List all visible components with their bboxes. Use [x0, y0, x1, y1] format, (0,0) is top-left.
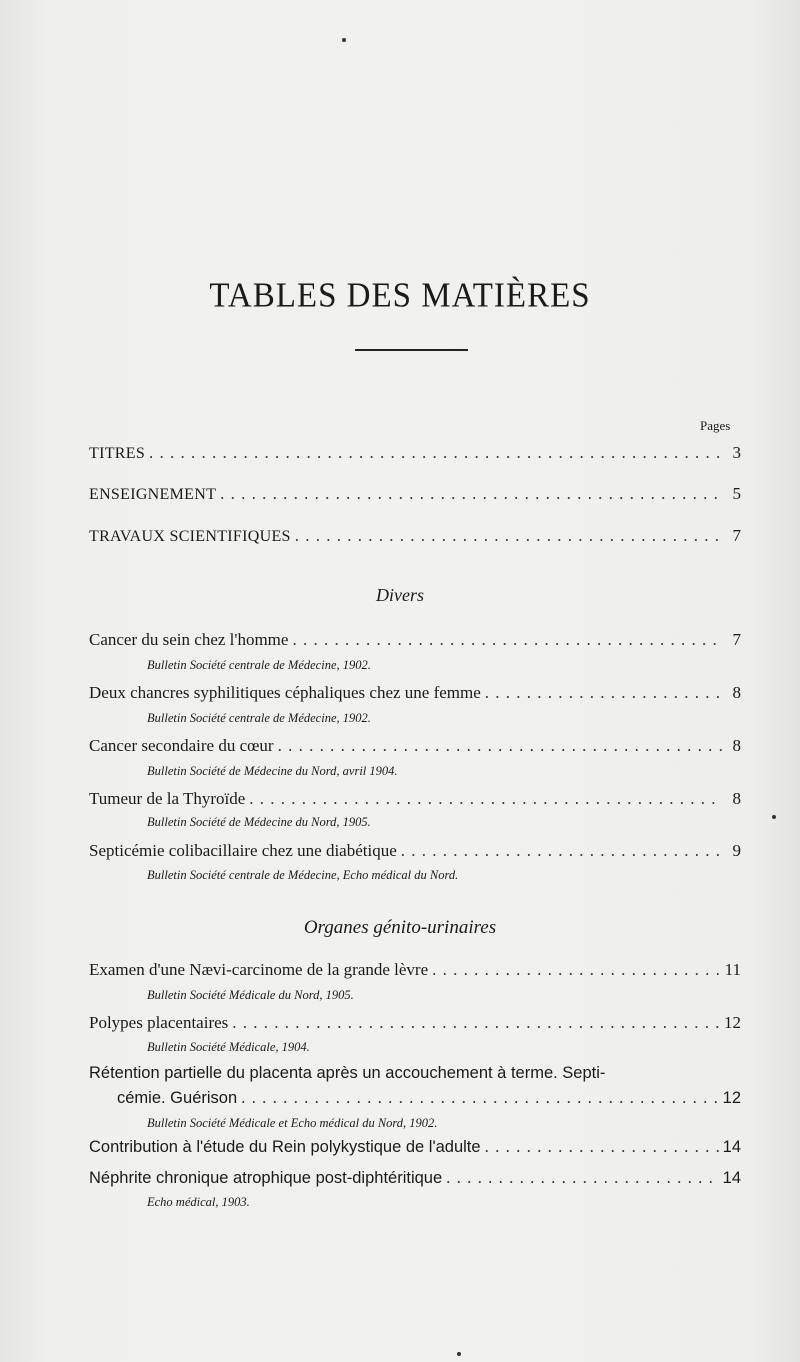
- leader-dots: [149, 443, 723, 463]
- toc-entry: [89, 1137, 741, 1163]
- toc-entry-label: Deux chancres syphilitiques céphaliques chez une femme: [89, 683, 481, 702]
- title-rule: [355, 349, 468, 351]
- toc-entry-page: 8: [732, 789, 741, 808]
- toc-entry-source: Bulletin Société centrale de Médecine, Echo médical du Nord.: [147, 868, 459, 882]
- toc-entry-page: 7: [732, 630, 741, 649]
- leader-dots: [401, 841, 723, 861]
- leader-dots: [432, 960, 720, 980]
- toc-entry: [89, 960, 741, 986]
- toc-entry-page: 14: [722, 1138, 741, 1156]
- toc-entry-source: Bulletin Société centrale de Médecine, 1902.: [147, 711, 371, 725]
- toc-entry-page: 3: [732, 443, 741, 462]
- toc-entry-source: Bulletin Société de Médecine du Nord, avril 1904.: [147, 764, 398, 778]
- toc-entry-label: TRAVAUX SCIENTIFIQUES: [89, 528, 291, 545]
- section-heading-organes: Organes génito-urinaires: [303, 917, 497, 938]
- toc-entry-page: 14: [722, 1169, 741, 1187]
- leader-dots: [485, 1137, 719, 1157]
- toc-entry-label-line1: Rétention partielle du placenta après un accouchement à terme. Septi-: [89, 1064, 606, 1082]
- toc-entry-page: 9: [732, 841, 741, 860]
- leader-dots: [485, 683, 723, 703]
- toc-entry-travaux: [89, 526, 741, 552]
- toc-entry-page: 11: [724, 960, 741, 979]
- toc-entry-page: 5: [732, 484, 741, 503]
- toc-entry-page: 12: [724, 1013, 741, 1032]
- leader-dots: [446, 1168, 718, 1188]
- toc-entry-label: Contribution à l'étude du Rein polykystique de l'adulte: [89, 1138, 481, 1156]
- toc-entry-label: Cancer du sein chez l'homme: [89, 630, 289, 649]
- toc-entry-source: Bulletin Société centrale de Médecine, 1902.: [147, 658, 371, 672]
- toc-entry-label: Polypes placentaires: [89, 1013, 229, 1032]
- toc-entry-page: 7: [732, 526, 741, 545]
- toc-entry-label: cémie. Guérison: [117, 1089, 238, 1107]
- toc-entry-titres: [89, 443, 741, 469]
- toc-entry-source: Echo médical, 1903.: [147, 1195, 250, 1209]
- leader-dots: [241, 1088, 719, 1108]
- scan-speck: [342, 38, 346, 42]
- toc-entry-page: 8: [732, 683, 741, 702]
- toc-entry-enseignement: [89, 484, 741, 510]
- toc-entry-label: Septicémie colibacillaire chez une diabétique: [89, 841, 397, 860]
- toc-entry: [89, 683, 741, 709]
- toc-entry-page: 12: [722, 1089, 741, 1107]
- scan-speck: [457, 1352, 461, 1356]
- toc-entry: [89, 841, 741, 867]
- toc-entry-source: Bulletin Société Médicale du Nord, 1905.: [147, 988, 354, 1002]
- toc-entry: [89, 736, 741, 762]
- toc-entry: [89, 1013, 741, 1039]
- toc-entry-label: Examen d'une Nævi-carcinome de la grande lèvre: [89, 960, 429, 979]
- pages-column-label: Pages: [700, 418, 731, 433]
- leader-dots: [292, 630, 723, 650]
- toc-entry-label: ENSEIGNEMENT: [89, 486, 217, 503]
- page-title: TABLES DES MATIÈRES: [209, 277, 591, 315]
- toc-entry: [89, 630, 741, 656]
- leader-dots: [232, 1013, 720, 1033]
- toc-entry: [89, 1168, 741, 1194]
- toc-entry-source: Bulletin Société Médicale, 1904.: [147, 1040, 310, 1054]
- leader-dots: [249, 789, 723, 809]
- leader-dots: [220, 484, 723, 504]
- toc-entry-label: TITRES: [89, 445, 146, 462]
- toc-entry: [89, 789, 741, 815]
- toc-entry-label: Tumeur de la Thyroïde: [89, 789, 246, 808]
- toc-entry: [117, 1088, 741, 1114]
- toc-entry-source: Bulletin Société Médicale et Echo médical du Nord, 1902.: [147, 1116, 438, 1130]
- leader-dots: [278, 736, 723, 756]
- section-heading-divers: Divers: [376, 585, 424, 605]
- toc-entry-source: Bulletin Société de Médecine du Nord, 1905.: [147, 815, 371, 829]
- toc-entry-label: Néphrite chronique atrophique post-diphtéritique: [89, 1169, 443, 1187]
- toc-entry-page: 8: [732, 736, 741, 755]
- toc-entry-label: Cancer secondaire du cœur: [89, 736, 274, 755]
- leader-dots: [295, 526, 723, 546]
- scan-speck: [772, 815, 776, 819]
